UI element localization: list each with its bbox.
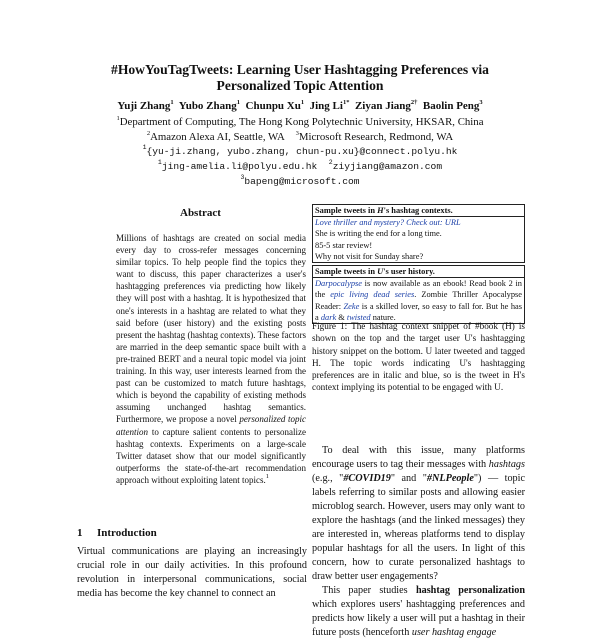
email-line-3: $^3$bapeng@microsoft.com	[240, 174, 360, 187]
paper-title	[0, 62, 600, 94]
context-tweet: Love thriller and mystery? Check out: URL	[315, 218, 461, 228]
affiliation-1: $^1$Department of Computing, The Hong Kong Polytechnic University, HKSAR, China	[116, 115, 484, 128]
hashtag-context-heading: Sample tweets in H's hashtag contexts.	[313, 205, 524, 217]
abstract-heading: Abstract	[180, 207, 221, 219]
title-line-2: Personalized Topic Attention	[216, 78, 384, 93]
footnote-mark: 1	[265, 472, 269, 480]
paragraph: To deal with this issue, many platforms encourage users to tag their messages with hashtags (e.g., "#COVID19" and "#NLPeople") — topic labels referring to similar posts and allowing easier microblog search. However, users may only want to explore the hashtags (and the linked messages) they are interested in, whereas platforms tend to display popular hashtags for all the users. In light of this concern, how to curate personalized hashtags to draw better user engagements?	[312, 445, 526, 582]
paragraph: This paper studies hashtag personalization which explores users' hashtagging preferences and predicts how likely a user will put a hashtag in their future posts (henceforth user hashtag engage	[312, 585, 525, 638]
author-name: Chunpu Xu	[245, 100, 301, 112]
author-sup: 1	[236, 99, 241, 106]
author-name: Baolin Peng	[422, 100, 480, 112]
author-name: Ziyan Jiang	[354, 100, 411, 112]
email-line-1: $^1${yu-ji.zhang, yubo.zhang, chun-pu.xu}@connect.polyu.hk	[142, 144, 458, 157]
title-line-1: #HowYouTagTweets: Learning User Hashtagging Preferences via	[111, 62, 489, 77]
context-tweet: 85-5 star review!	[315, 240, 373, 250]
introduction-body: Virtual communications are playing an increasingly crucial role in our daily activities. In this profound revolution in interpersonal communications, social media has become the key channel to connect an	[77, 546, 307, 600]
author-name: Yubo Zhang	[178, 100, 237, 112]
user-history-box	[312, 265, 525, 324]
hashtag-context-box	[312, 204, 525, 263]
affiliation-2-3: $^2$Amazon Alexa AI, Seattle, WA $^3$Microsoft Research, Redmond, WA	[146, 130, 454, 143]
figure-1	[312, 204, 525, 326]
author-sup: 3	[479, 99, 483, 106]
abstract-body: Millions of hashtags are created on social media every day to cross-refer messages concerning similar topics. To help people find the topics they want to discuss, this paper characterizes a user's hashtagging preferences via predicting how likely they will post with a hashtag. It is hypothesized that one's interests in a hashtag are related to what they said before (user history) and the existing posts present the hashtag (hashtag contexts). These factors are married in the deep semantic space built with a pre-trained BERT and a neural topic model via joint training. In this way, user interests learned from the past can be customized to match future hashtags, which is beyond the capability of existing methods assuming unchanged hashtag semantics. Furthermore, we propose a novel personalized topic attention to capture salient contents to personalize hashtag contexts. Experiments on a large-scale Twitter dataset show that our model significantly outperforms the state-of-the-art recommendation approach without exploiting latent topics.$^1$	[116, 233, 306, 485]
user-history-text: Darpocalypse is now available as an ebook! Read book 2 in the epic living dead series. Zombie Thriller Apocalypse Reader: Zeke is a skilled lover, so easy to fall for. But he has a dark & twisted nature.	[315, 279, 523, 322]
figure-caption: Figure 1: The hashtag context snippet of #book (H) is shown on the top and the target user U's hashtagging history snippet on the bottom. U later tweeted and tagged H. The topic words indicating U's hashtagging preferences are in italic and blue, so is the tweet in H's context implying its potential to be engaged with U.	[312, 321, 525, 393]
author-list	[0, 99, 600, 113]
introduction-heading: 1 Introduction	[77, 527, 157, 539]
author-sup: 1*	[342, 99, 350, 106]
email-line-2: $^1$jing-amelia.li@polyu.edu.hk $^2$ziyjiang@amazon.com	[157, 159, 443, 172]
right-column-body	[312, 444, 525, 640]
author-sup: 1	[170, 99, 174, 106]
context-tweet: She is writing the end for a long time.	[315, 229, 442, 239]
author-sup: 1	[300, 99, 305, 106]
user-history-heading: Sample tweets in U's user history.	[313, 266, 524, 278]
context-tweet: Why not visit for Sunday share?	[315, 251, 424, 261]
author-name: Jing Li	[309, 100, 343, 112]
author-sup: 2†	[410, 99, 418, 106]
author-name: Yuji Zhang	[117, 100, 171, 112]
